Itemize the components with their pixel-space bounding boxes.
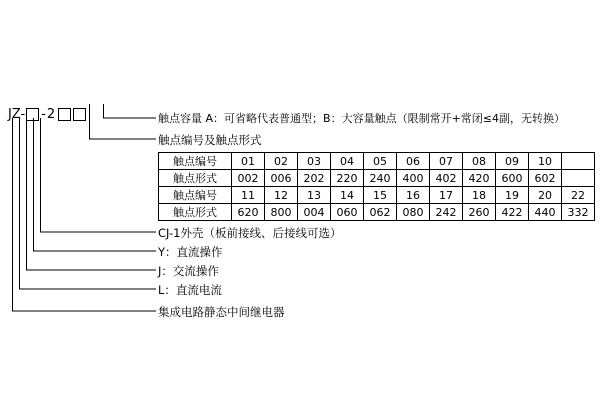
table-cell: 11	[232, 187, 265, 204]
table-cell	[562, 153, 595, 170]
model-prefix: JZ-	[8, 106, 26, 122]
table-cell: 19	[496, 187, 529, 204]
table-cell: 060	[331, 204, 364, 221]
table-cell: 800	[265, 204, 298, 221]
table-cell: 17	[430, 187, 463, 204]
callout-j-ac-operation: J：交流操作	[158, 264, 219, 278]
table-cell: 242	[430, 204, 463, 221]
callout-y-dc-operation: Y：直流操作	[158, 245, 223, 259]
model-separator: -	[41, 106, 46, 122]
table-cell: 004	[298, 204, 331, 221]
code-box-3	[73, 108, 86, 121]
table-cell: 202	[298, 170, 331, 187]
table-cell: 04	[331, 153, 364, 170]
table-cell: 06	[397, 153, 430, 170]
model-middle: 2	[46, 106, 56, 122]
table-cell: 05	[364, 153, 397, 170]
code-box-1	[26, 108, 39, 121]
table-cell: 440	[529, 204, 562, 221]
table-cell: 08	[463, 153, 496, 170]
callout-product-name: 集成电路静态中间继电器	[158, 305, 285, 319]
table-cell: 15	[364, 187, 397, 204]
callout-contact-number-form: 触点编号及触点形式	[158, 133, 262, 147]
table-cell: 002	[232, 170, 265, 187]
callout-l-dc-current: L：直流电流	[158, 283, 222, 297]
table-row-label: 触点编号	[159, 153, 232, 170]
contact-table-body	[159, 153, 595, 221]
table-row	[159, 153, 595, 170]
code-box-group	[57, 108, 87, 121]
table-cell: 12	[265, 187, 298, 204]
table-cell: 16	[397, 187, 430, 204]
table-cell: 240	[364, 170, 397, 187]
table-cell: 03	[298, 153, 331, 170]
table-cell	[562, 170, 595, 187]
table-cell: 10	[529, 153, 562, 170]
table-cell: 20	[529, 187, 562, 204]
contact-table	[158, 152, 595, 221]
table-cell: 422	[496, 204, 529, 221]
table-cell: 07	[430, 153, 463, 170]
table-cell: 400	[397, 170, 430, 187]
table-cell: 260	[463, 204, 496, 221]
table-cell: 14	[331, 187, 364, 204]
table-cell: 620	[232, 204, 265, 221]
table-row	[159, 187, 595, 204]
table-cell: 220	[331, 170, 364, 187]
table-row-label: 触点形式	[159, 204, 232, 221]
table-row-label: 触点编号	[159, 187, 232, 204]
callout-shell: CJ-1外壳（板前接线、后接线可选）	[158, 226, 342, 240]
table-row	[159, 170, 595, 187]
table-cell: 602	[529, 170, 562, 187]
callout-contact-capacity: 触点容量 A：可省略代表普通型；B：大容量触点（限制常开+常闭≤4副，无转换）	[158, 112, 565, 125]
table-cell: 13	[298, 187, 331, 204]
table-row-label: 触点形式	[159, 170, 232, 187]
table-cell: 420	[463, 170, 496, 187]
table-row	[159, 204, 595, 221]
code-box-2	[58, 108, 71, 121]
model-code-row	[8, 104, 87, 124]
table-cell: 22	[562, 187, 595, 204]
table-cell: 006	[265, 170, 298, 187]
table-cell: 02	[265, 153, 298, 170]
table-cell: 062	[364, 204, 397, 221]
table-cell: 18	[463, 187, 496, 204]
table-cell: 01	[232, 153, 265, 170]
table-cell: 332	[562, 204, 595, 221]
table-cell: 080	[397, 204, 430, 221]
table-cell: 600	[496, 170, 529, 187]
table-cell: 09	[496, 153, 529, 170]
table-cell: 402	[430, 170, 463, 187]
